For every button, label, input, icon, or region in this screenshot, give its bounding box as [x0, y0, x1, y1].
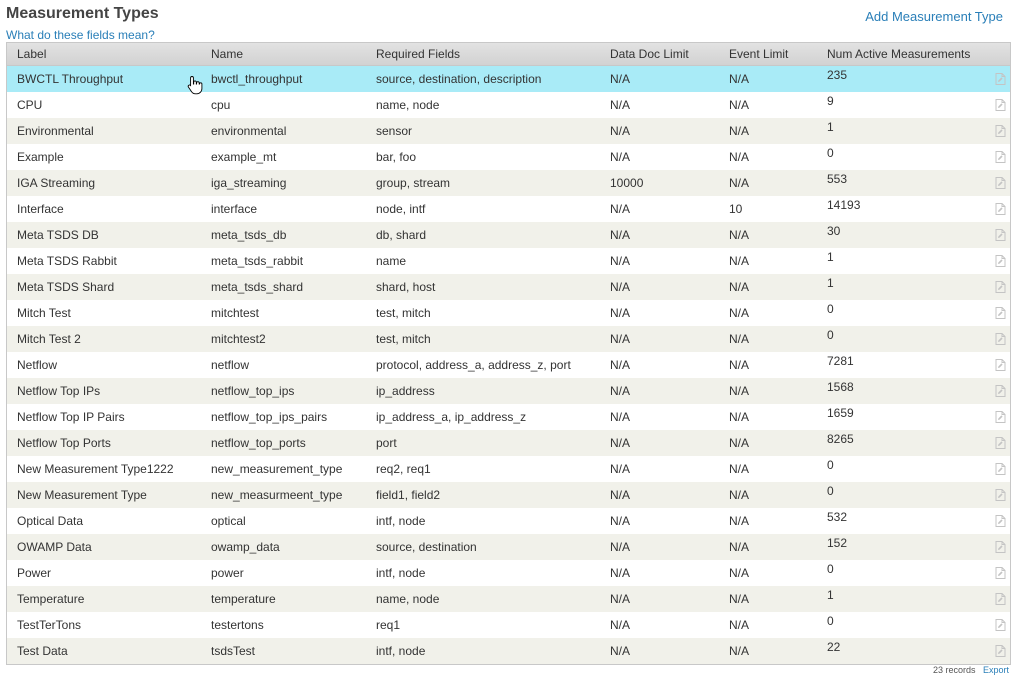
cell-label: TestTerTons [17, 618, 82, 632]
cell-num-active-measurements: 0 [827, 146, 834, 160]
edit-document-icon[interactable] [995, 593, 1006, 605]
cell-num-active-measurements: 8265 [827, 432, 854, 446]
cell-event-limit: N/A [729, 124, 750, 138]
cell-name: cpu [211, 98, 231, 112]
cell-data-doc-limit: N/A [610, 436, 631, 450]
cell-name: netflow_top_ports [211, 436, 306, 450]
table-row[interactable] [7, 92, 1010, 118]
table-row[interactable] [7, 196, 1010, 222]
cell-label: Mitch Test 2 [17, 332, 81, 346]
table-header [7, 42, 1010, 66]
column-header-required-fields[interactable]: Required Fields [376, 47, 461, 61]
edit-document-icon[interactable] [995, 619, 1006, 631]
cell-label: Example [17, 150, 64, 164]
cell-required-fields: name, node [376, 98, 440, 112]
cell-data-doc-limit: N/A [610, 410, 631, 424]
table-row[interactable] [7, 170, 1010, 196]
cell-event-limit: N/A [729, 358, 750, 372]
cell-data-doc-limit: N/A [610, 98, 631, 112]
edit-document-icon[interactable] [995, 437, 1006, 449]
cell-event-limit: N/A [729, 410, 750, 424]
cell-label: New Measurement Type [17, 488, 147, 502]
cell-required-fields: db, shard [376, 228, 427, 242]
cell-name: environmental [211, 124, 287, 138]
measurement-types-table [6, 42, 1011, 665]
cell-event-limit: N/A [729, 514, 750, 528]
cell-data-doc-limit: N/A [610, 306, 631, 320]
cell-name: netflow_top_ips_pairs [211, 410, 328, 424]
cell-num-active-measurements: 14193 [827, 198, 861, 212]
column-header-event-limit[interactable]: Event Limit [729, 47, 789, 61]
cell-num-active-measurements: 532 [827, 510, 848, 524]
cell-num-active-measurements: 0 [827, 328, 834, 342]
cell-event-limit: N/A [729, 566, 750, 580]
cell-name: meta_tsds_db [211, 228, 287, 242]
table-body [7, 66, 1010, 664]
cell-num-active-measurements: 1 [827, 250, 834, 264]
cell-event-limit: N/A [729, 150, 750, 164]
cell-name: new_measurement_type [211, 462, 343, 476]
table-row[interactable] [7, 300, 1010, 326]
cell-event-limit: N/A [729, 72, 750, 86]
table-row[interactable] [7, 508, 1010, 534]
cell-required-fields: test, mitch [376, 306, 431, 320]
cell-data-doc-limit: N/A [610, 540, 631, 554]
table-row[interactable] [7, 560, 1010, 586]
cell-data-doc-limit: N/A [610, 514, 631, 528]
cell-data-doc-limit: N/A [610, 228, 631, 242]
cell-name: temperature [211, 592, 276, 606]
cell-label: Test Data [17, 644, 68, 658]
edit-document-icon[interactable] [995, 359, 1006, 371]
edit-document-icon[interactable] [995, 281, 1006, 293]
cell-required-fields: source, destination, description [376, 72, 542, 86]
page-title: Measurement Types [6, 5, 159, 22]
edit-document-icon[interactable] [995, 255, 1006, 267]
column-header-num-active-measurements[interactable]: Num Active Measurements [827, 47, 971, 61]
cell-num-active-measurements: 235 [827, 68, 848, 82]
cell-label: Power [17, 566, 52, 580]
table-row[interactable] [7, 430, 1010, 456]
cell-required-fields: sensor [376, 124, 413, 138]
cell-name: power [211, 566, 244, 580]
cell-label: CPU [17, 98, 43, 112]
cell-label: Meta TSDS DB [17, 228, 99, 242]
table-row[interactable] [7, 638, 1010, 664]
table-row[interactable] [7, 144, 1010, 170]
cell-data-doc-limit: N/A [610, 254, 631, 268]
column-header-name[interactable]: Name [211, 47, 244, 61]
cell-data-doc-limit: N/A [610, 644, 631, 658]
cell-num-active-measurements: 1 [827, 276, 834, 290]
cell-label: Netflow Top IP Pairs [17, 410, 125, 424]
table-row[interactable] [7, 612, 1010, 638]
cell-label: Environmental [17, 124, 94, 138]
cell-label: IGA Streaming [17, 176, 96, 190]
cell-data-doc-limit: N/A [610, 618, 631, 632]
table-row[interactable] [7, 378, 1010, 404]
cell-required-fields: name, node [376, 592, 440, 606]
cell-data-doc-limit: N/A [610, 124, 631, 138]
cell-required-fields: field1, field2 [376, 488, 441, 502]
edit-document-icon[interactable] [995, 125, 1006, 137]
cell-event-limit: N/A [729, 176, 750, 190]
export-link[interactable]: Export [982, 665, 1009, 675]
cell-data-doc-limit: N/A [610, 384, 631, 398]
cell-data-doc-limit: N/A [610, 488, 631, 502]
cell-event-limit: N/A [729, 644, 750, 658]
cell-data-doc-limit: N/A [610, 150, 631, 164]
cell-data-doc-limit: 10000 [610, 176, 644, 190]
cell-num-active-measurements: 1 [827, 588, 834, 602]
cell-label: Netflow Top Ports [17, 436, 111, 450]
cell-required-fields: ip_address [376, 384, 435, 398]
edit-document-icon[interactable] [995, 203, 1006, 215]
cell-num-active-measurements: 0 [827, 458, 834, 472]
cell-name: iga_streaming [211, 176, 287, 190]
cell-required-fields: group, stream [376, 176, 451, 190]
cell-label: Temperature [17, 592, 85, 606]
cell-event-limit: N/A [729, 98, 750, 112]
cell-label: Meta TSDS Rabbit [17, 254, 117, 268]
cell-event-limit: N/A [729, 592, 750, 606]
table-row[interactable] [7, 456, 1010, 482]
table-row[interactable] [7, 222, 1010, 248]
column-header-data-doc-limit[interactable]: Data Doc Limit [610, 47, 689, 61]
cell-required-fields: name [376, 254, 407, 268]
cell-required-fields: shard, host [376, 280, 436, 294]
edit-document-icon[interactable] [995, 645, 1006, 657]
cell-event-limit: N/A [729, 306, 750, 320]
cell-name: mitchtest2 [211, 332, 266, 346]
table-row[interactable] [7, 274, 1010, 300]
edit-document-icon[interactable] [995, 151, 1006, 163]
cell-event-limit: N/A [729, 488, 750, 502]
cell-num-active-measurements: 1 [827, 120, 834, 134]
cell-name: owamp_data [211, 540, 280, 554]
cell-event-limit: N/A [729, 618, 750, 632]
cell-event-limit: N/A [729, 228, 750, 242]
cell-name: example_mt [211, 150, 277, 164]
edit-document-icon[interactable] [995, 333, 1006, 345]
table-row[interactable] [7, 534, 1010, 560]
cell-num-active-measurements: 0 [827, 562, 834, 576]
cell-event-limit: N/A [729, 254, 750, 268]
cell-name: bwctl_throughput [211, 72, 303, 86]
edit-document-icon[interactable] [995, 73, 1006, 85]
cell-num-active-measurements: 0 [827, 614, 834, 628]
cell-required-fields: req2, req1 [376, 462, 431, 476]
cell-label: Optical Data [17, 514, 84, 528]
hand-cursor-icon [187, 75, 203, 95]
cell-label: Interface [17, 202, 64, 216]
edit-document-icon[interactable] [995, 515, 1006, 527]
cell-label: BWCTL Throughput [17, 72, 124, 86]
cell-required-fields: req1 [376, 618, 401, 632]
cell-event-limit: N/A [729, 436, 750, 450]
cell-name: tsdsTest [211, 644, 256, 658]
cell-num-active-measurements: 22 [827, 640, 841, 654]
cell-name: meta_tsds_shard [211, 280, 304, 294]
table-row[interactable] [7, 352, 1010, 378]
cell-required-fields: port [376, 436, 397, 450]
table-row[interactable] [7, 404, 1010, 430]
cell-data-doc-limit: N/A [610, 202, 631, 216]
edit-document-icon[interactable] [995, 385, 1006, 397]
cell-data-doc-limit: N/A [610, 592, 631, 606]
cell-label: Meta TSDS Shard [17, 280, 115, 294]
add-measurement-type-link[interactable]: Add Measurement Type [865, 9, 1003, 24]
cell-name: interface [211, 202, 258, 216]
cell-required-fields: intf, node [376, 566, 426, 580]
table-row[interactable] [7, 586, 1010, 612]
edit-document-icon[interactable] [995, 99, 1006, 111]
cell-label: New Measurement Type1222 [17, 462, 174, 476]
cell-label: OWAMP Data [17, 540, 92, 554]
table-row[interactable] [7, 66, 1010, 92]
table-footer [933, 665, 1009, 675]
edit-document-icon[interactable] [995, 177, 1006, 189]
cell-label: Netflow [17, 358, 58, 372]
edit-document-icon[interactable] [995, 463, 1006, 475]
cell-data-doc-limit: N/A [610, 462, 631, 476]
cell-required-fields: intf, node [376, 644, 426, 658]
record-count: 23 records [932, 665, 976, 675]
edit-document-icon[interactable] [995, 489, 1006, 501]
table-row[interactable] [7, 248, 1010, 274]
cell-event-limit: 10 [729, 202, 743, 216]
cell-required-fields: node, intf [376, 202, 426, 216]
cell-num-active-measurements: 553 [827, 172, 848, 186]
cell-data-doc-limit: N/A [610, 72, 631, 86]
cell-num-active-measurements: 1659 [827, 406, 854, 420]
cell-label: Netflow Top IPs [17, 384, 101, 398]
column-header-label[interactable]: Label [17, 47, 47, 61]
edit-document-icon[interactable] [995, 229, 1006, 241]
cell-event-limit: N/A [729, 280, 750, 294]
cell-data-doc-limit: N/A [610, 332, 631, 346]
cell-num-active-measurements: 0 [827, 302, 834, 316]
cell-event-limit: N/A [729, 540, 750, 554]
cell-num-active-measurements: 152 [827, 536, 848, 550]
table-row[interactable] [7, 326, 1010, 352]
cell-required-fields: bar, foo [376, 150, 417, 164]
cell-required-fields: protocol, address_a, address_z, port [376, 358, 571, 372]
cell-event-limit: N/A [729, 384, 750, 398]
cell-data-doc-limit: N/A [610, 280, 631, 294]
help-link[interactable]: What do these fields mean? [6, 28, 155, 42]
edit-document-icon[interactable] [995, 567, 1006, 579]
cell-required-fields: ip_address_a, ip_address_z [376, 410, 527, 424]
cell-num-active-measurements: 1568 [827, 380, 854, 394]
cell-required-fields: test, mitch [376, 332, 431, 346]
cell-data-doc-limit: N/A [610, 566, 631, 580]
cell-num-active-measurements: 9 [827, 94, 834, 108]
cell-name: testertons [211, 618, 264, 632]
cell-required-fields: source, destination [376, 540, 477, 554]
cell-name: netflow_top_ips [211, 384, 295, 398]
cell-num-active-measurements: 0 [827, 484, 834, 498]
cell-num-active-measurements: 7281 [827, 354, 854, 368]
cell-num-active-measurements: 30 [827, 224, 841, 238]
cell-name: new_measurmeent_type [211, 488, 343, 502]
cell-name: netflow [211, 358, 250, 372]
cell-label: Mitch Test [17, 306, 71, 320]
cell-name: meta_tsds_rabbit [211, 254, 304, 268]
cell-name: optical [211, 514, 246, 528]
cell-data-doc-limit: N/A [610, 358, 631, 372]
table-row[interactable] [7, 482, 1010, 508]
edit-document-icon[interactable] [995, 411, 1006, 423]
table-row[interactable] [7, 118, 1010, 144]
cell-event-limit: N/A [729, 462, 750, 476]
cell-required-fields: intf, node [376, 514, 426, 528]
cell-name: mitchtest [211, 306, 260, 320]
edit-document-icon[interactable] [995, 541, 1006, 553]
edit-document-icon[interactable] [995, 307, 1006, 319]
cell-event-limit: N/A [729, 332, 750, 346]
